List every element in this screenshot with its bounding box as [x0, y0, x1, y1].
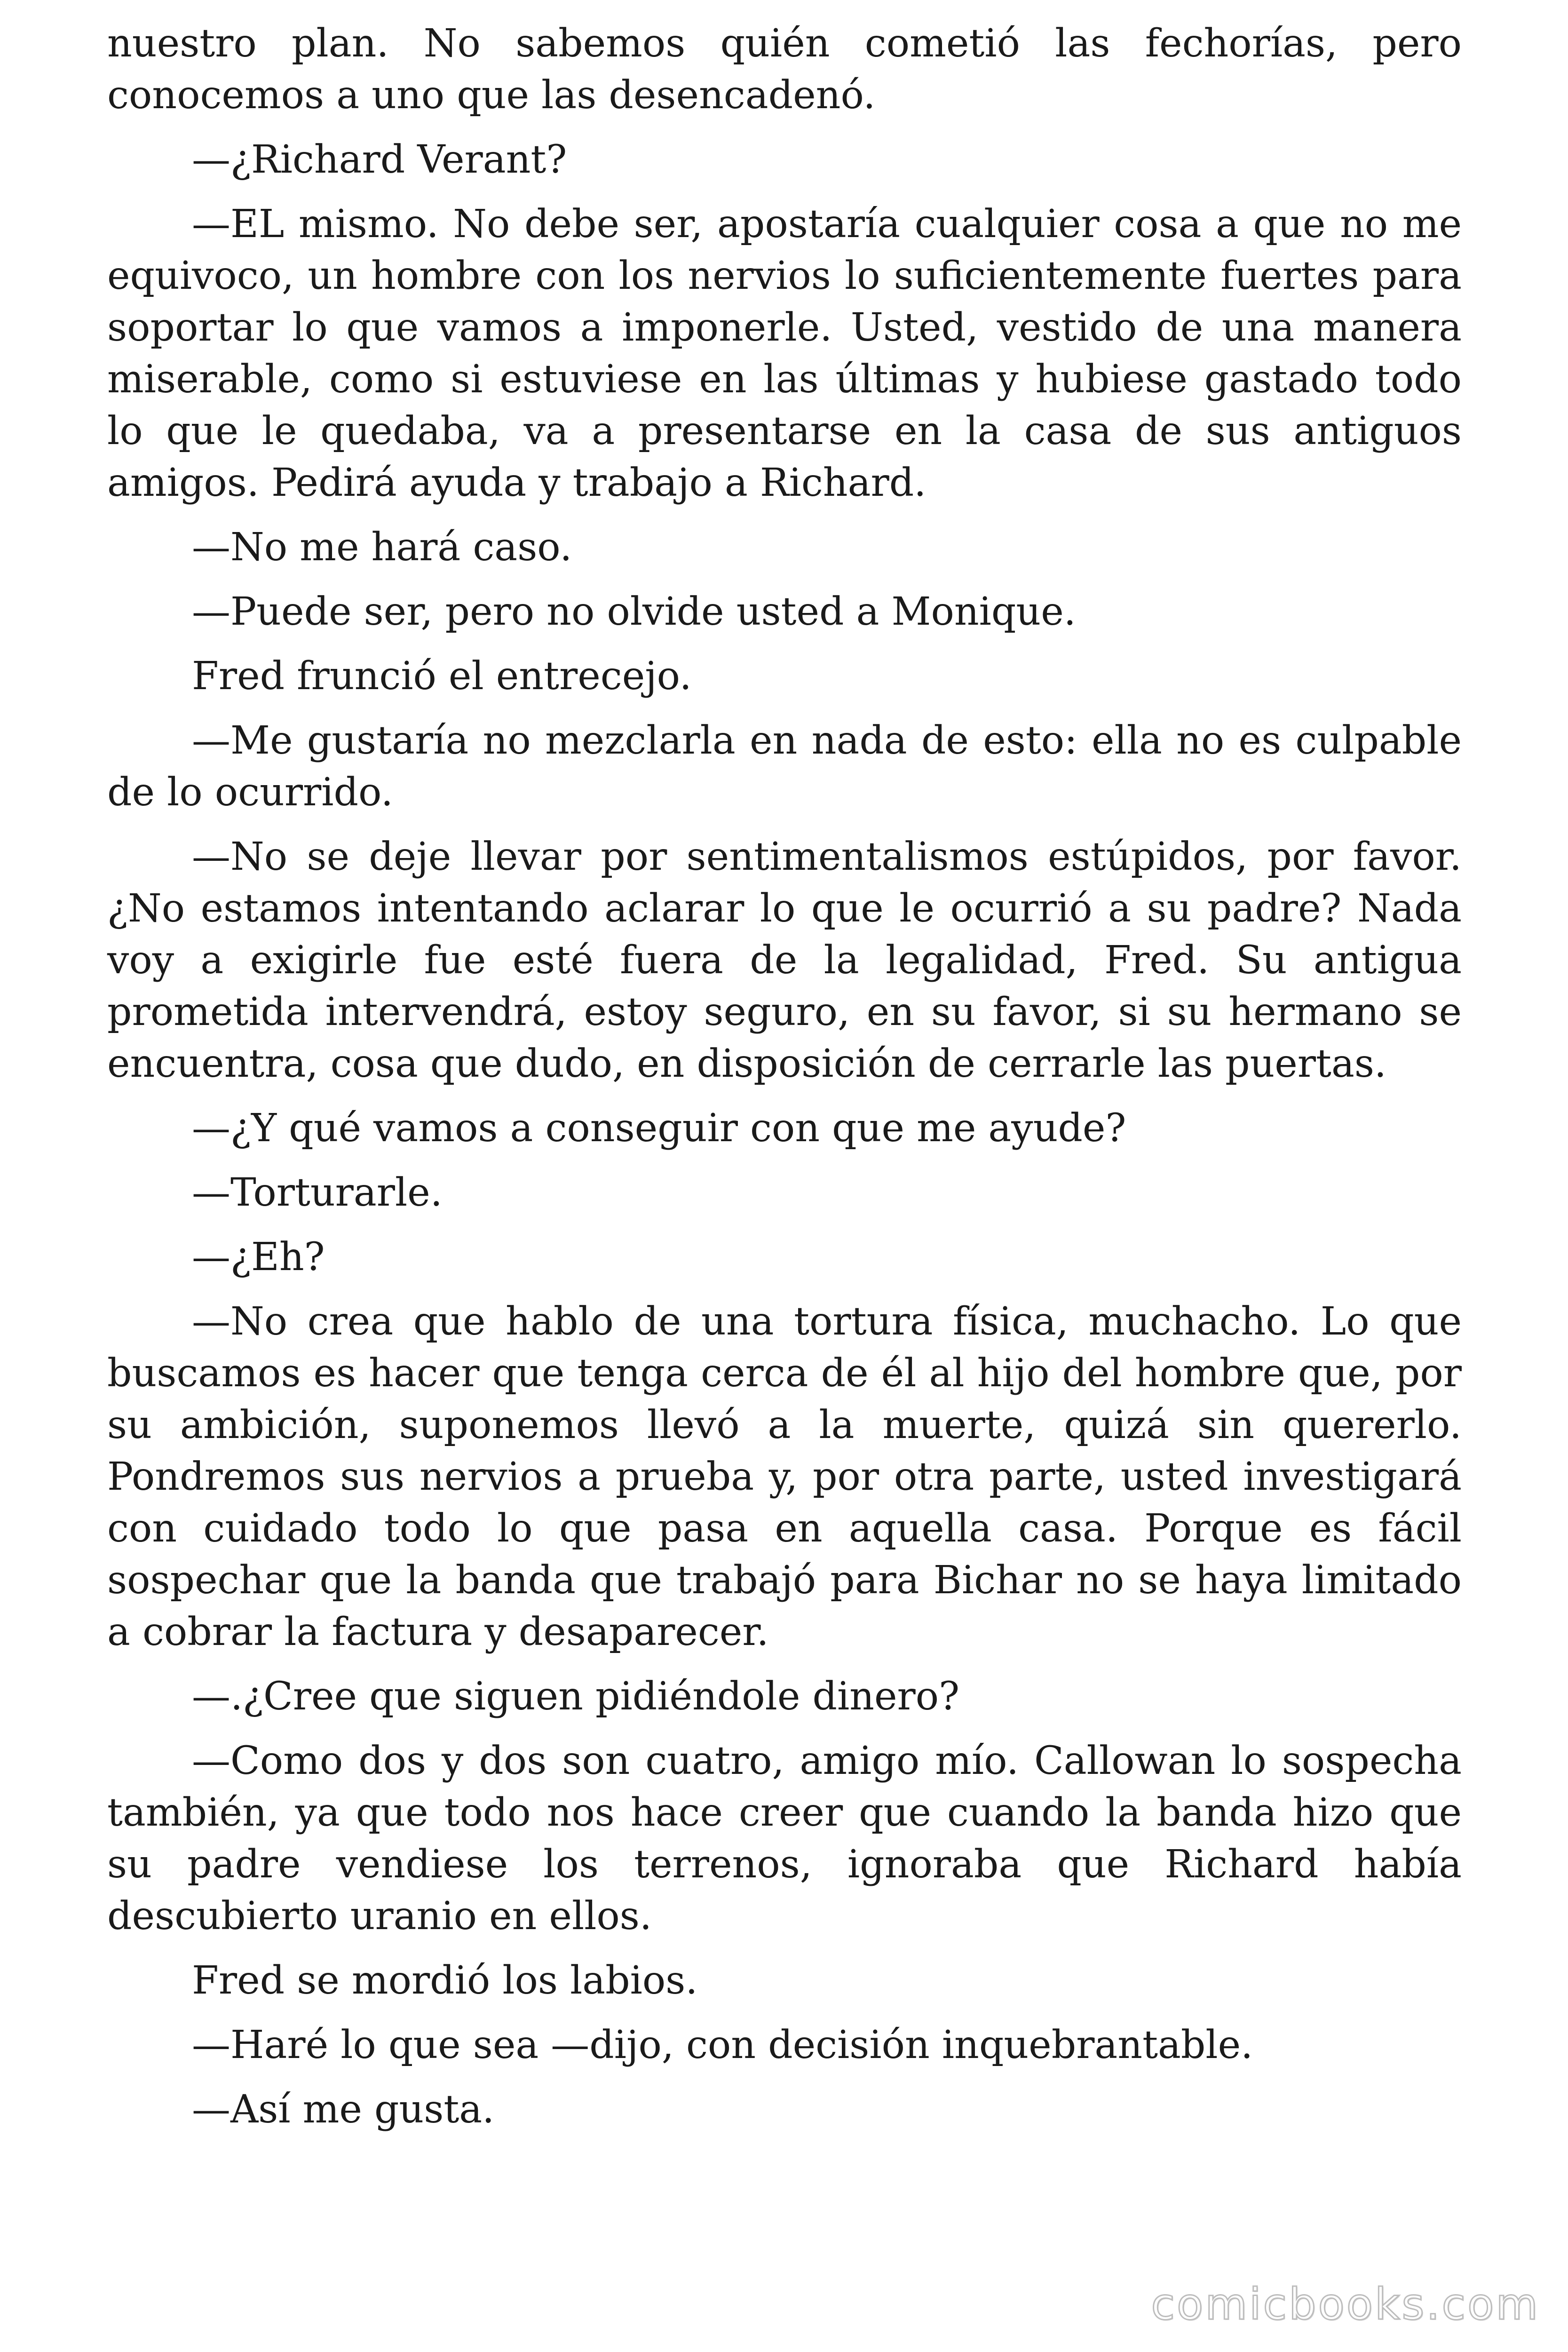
paragraph: Fred se mordió los labios. [192, 1958, 698, 2003]
paragraph: —¿Eh? [192, 1235, 325, 1279]
paragraph: —Me gustaría no mezclarla en nada de esto: ella no es culpable de lo ocurrido. [107, 718, 1462, 815]
paragraph: —¿Y qué vamos a conseguir con que me ayude? [192, 1106, 1126, 1151]
paragraph: —Torturarle. [192, 1170, 443, 1215]
book-page [107, 18, 1462, 2148]
paragraph: —¿Richard Verant? [192, 137, 567, 182]
paragraph: —Haré lo que sea —dijo, con decisión inquebrantable. [192, 2023, 1253, 2067]
paragraph: —Como dos y dos son cuatro, amigo mío. Callowan lo sospecha también, ya que todo nos hace creer que cuando la banda hizo que su padre vendiese los terrenos, ignoraba que Richard había descubierto uranio en ellos. [107, 1739, 1462, 1939]
paragraph: —Así me gusta. [192, 2087, 495, 2132]
paragraph: —EL mismo. No debe ser, apostaría cualquier cosa a que no me equivoco, un hombre con los nervios lo suficientemente fuertes para soportar lo que vamos a imponerle. Usted, vestido de una manera miserable, como si estuviese en las últimas y hubiese gastado todo lo que le quedaba, va a presentarse en la casa de sus antiguos amigos. Pedirá ayuda y trabajo a Richard. [107, 202, 1462, 505]
paragraph: —No crea que hablo de una tortura física, muchacho. Lo que buscamos es hacer que tenga cerca de él al hijo del hombre que, por su ambición, suponemos llevó a la muerte, quizá sin quererlo. Pondremos sus nervios a prueba y, por otra parte, usted investigará con cuidado todo lo que pasa en aquella casa. Porque es fácil sospechar que la banda que trabajó para Bichar no se haya limitado a cobrar la factura y desaparecer. [107, 1299, 1462, 1654]
watermark: comicbooks.com [1151, 2279, 1540, 2329]
paragraph: —Puede ser, pero no olvide usted a Monique. [192, 589, 1076, 634]
paragraph: Fred frunció el entrecejo. [192, 654, 692, 699]
paragraph: —.¿Cree que siguen pidiéndole dinero? [192, 1674, 960, 1719]
paragraph: nuestro plan. No sabemos quién cometió las fechorías, pero conocemos a uno que las desencadenó. [107, 21, 1462, 118]
paragraph: —No me hará caso. [192, 525, 572, 570]
paragraph: —No se deje llevar por sentimentalismos estúpidos, por favor. ¿No estamos intentando aclarar lo que le ocurrió a su padre? Nada voy a exigirle fue esté fuera de la legalidad, Fred. Su antigua prometida intervendrá, estoy seguro, en su favor, si su hermano se encuentra, cosa que dudo, en disposición de cerrarle las puertas. [107, 834, 1462, 1086]
